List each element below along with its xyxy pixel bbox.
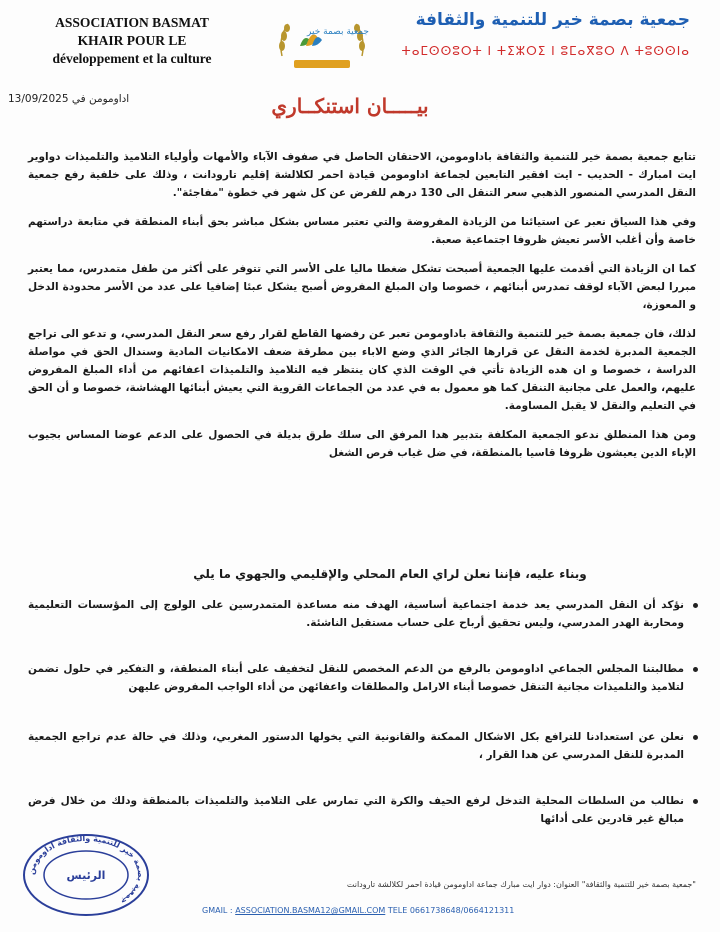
header-fr-line2: KHAIR POUR LE <box>77 33 187 48</box>
list-item <box>28 728 684 764</box>
paragraph-2: وفي هذا السياق نعبر عن استيائنا من الزيادة المفروضة والتي تعتبر مساس بشكل مباشر بحق أبناء المنطقة في متابعة دراستهم خاصة وأن أغلب الأسر تعيش ظروفا اجتماعية صعبة. <box>28 216 696 246</box>
announcement-heading: وبناء عليه، فإننا نعلن لراي العام المحلي والإقليمي والجهوي ما يلي <box>193 567 587 581</box>
document-title: بيـــــان استنكــاري <box>271 94 429 118</box>
list-item <box>28 660 684 696</box>
footer-phone: TELE 0661738648/0664121311 <box>387 906 515 915</box>
stamp-ring-text: جمعية بصمة خير للتنمية والثقافة اداومومن <box>26 833 146 907</box>
header-fr-line3: développement et la culture <box>52 51 212 66</box>
list-item <box>28 792 684 828</box>
header-fr-line1: ASSOCIATION BASMAT <box>55 15 209 30</box>
list-item-text: مطالبتنا المجلس الجماعي اداومومن بالرفع من الدعم المخصص للنقل لتخفيف على أبناء المنطقة، و التفكير في حلول تضمن لتلاميذ والتلميذات مجانية التنقل خصوصا أبناء الارامل والمطلقات واعفائهن من أداء الواجب المفروض عليهن <box>28 663 684 693</box>
list-item-text: نعلن عن استعدادنا للترافع بكل الاشكال الممكنة والقانونية التي يخولها الدستور المغربي، وذلك في حالة عدم تراجع الجمعية المدبرة للنقل المدرسي عن هدا القرار ، <box>28 731 684 761</box>
list-item-text: نطالب من السلطات المحلية التدخل لرفع الحيف والكرة التي تمارس على التلاميذ والتلميذات بالمنطقة ودلك من خلال فرض مبالغ غير قادرين على أدائها <box>28 795 684 825</box>
document-date: اداومومن في 13/09/2025 <box>8 93 130 105</box>
official-stamp-icon <box>16 832 156 918</box>
paragraph-4: لذلك، فان جمعية بصمة خير للتنمية والثقافة باداومومن تعبر عن رفضها القاطع لقرار رفع سعر النقل المدرسي، و تدعو الى تراجع الجمعية المدبرة لخدمة النقل عن قرارها الجائر الذي وضع الاباء بين مطرقة ضعف الامكانيات المادية وسندال الحق في مواصلة الدراسة ، خصوصا و ان هده الزيادة تأتي في الوقت الذي كان ينتظر فيه التلاميذ والتلميذات اعفائهم من أداء المبلغ المفروض عليهم، والعمل على مجانية التنقل كما هو معمول به في عدد من الجماعات القروية التي يعيش أبنائها الهشاشة، خصوصا و أن الحق في التعليم والنقل لا يقبل المساومة. <box>28 328 696 412</box>
footer-contact <box>202 906 698 915</box>
header-arabic-name: جمعية بصمة خير للتنمية والثقافة <box>415 10 690 30</box>
header-tifinagh-name: ⵜⴰⵎⵙⵙⵓⵔⵜ ⵏ ⵜⵉⵣⵔⵉ ⵏ ⵓⵎⴰⴳⵓⵔ ⴷ ⵜⵓⵙⵙⵏⴰ <box>401 44 690 58</box>
bullet-icon <box>693 667 698 672</box>
association-logo-icon <box>272 16 372 80</box>
list-item <box>28 596 684 632</box>
footer-gmail-label: GMAIL : <box>202 906 233 915</box>
paragraph-3: كما ان الزيادة التي أقدمت عليها الجمعية أصبحت تشكل ضغطا ماليا على الأسر التي تتوفر على أكثر من طفل متمدرس، مما يعتبر مبررا لبعض الآباء لوقف تمدرس أبنائهم ، خصوصا وان المبلغ المفروض أصبح يشكل عبئا إضافيا على عدد من الأسر محدودة الدخل و المعوزة، <box>28 263 696 311</box>
header-french-name <box>22 14 242 68</box>
footer-email-link[interactable]: ASSOCIATION.BASMA12@GMAIL.COM <box>235 906 386 915</box>
paragraph-5: ومن هذا المنطلق ندعو الجمعية المكلفة بتدبير هدا المرفق الى سلك طرق بديلة في الحصول على الدعم عوضا المساس بجيوب الإباء الدين يعيشون ظروفا قاسيا بالمنطقة، في ضل غياب فرص الشغل <box>28 429 696 459</box>
footer-address: "جمعية بصمة خير للتنمية والثقافة" العنوان: دوار ايت مبارك جماعة اداومومن قيادة احمر لكلالشة تارودانت <box>346 880 696 889</box>
document-body <box>28 148 696 462</box>
bullet-icon <box>693 603 698 608</box>
list-item-text: نؤكد أن النقل المدرسي يعد خدمة اجتماعية أساسية، الهدف منه مساعدة المتمدرسين على الولوج إلى المؤسسات التعليمية ومحاربة الهدر المدرسي، وليس تحقيق أرباح على حساب مستقبل الناشئة. <box>28 599 684 629</box>
bullet-icon <box>693 799 698 804</box>
logo-text: جمعية بصمة خير <box>307 27 369 37</box>
bullet-icon <box>693 735 698 740</box>
stamp-center-text: الرئيس <box>66 869 106 882</box>
paragraph-1: تتابع جمعية بصمة خير للتنمية والثقافة باداومومن، الاحتقان الحاصل في صفوف الآباء والأمهات وأولياء التلاميذ والتلميذات دواوير ايت امبارك - الحديب - ايت افقير التابعين لجماعة اداومومن قيادة احمر لكلالشة إقليم تارودانت ، وذلك على خلفية رفع جمعية النقل المدرسي المنصور الذهبي سعر التنقل الى 130 درهم للفرض عن كل شهر في خطوة "مفاجئة". <box>28 151 696 199</box>
